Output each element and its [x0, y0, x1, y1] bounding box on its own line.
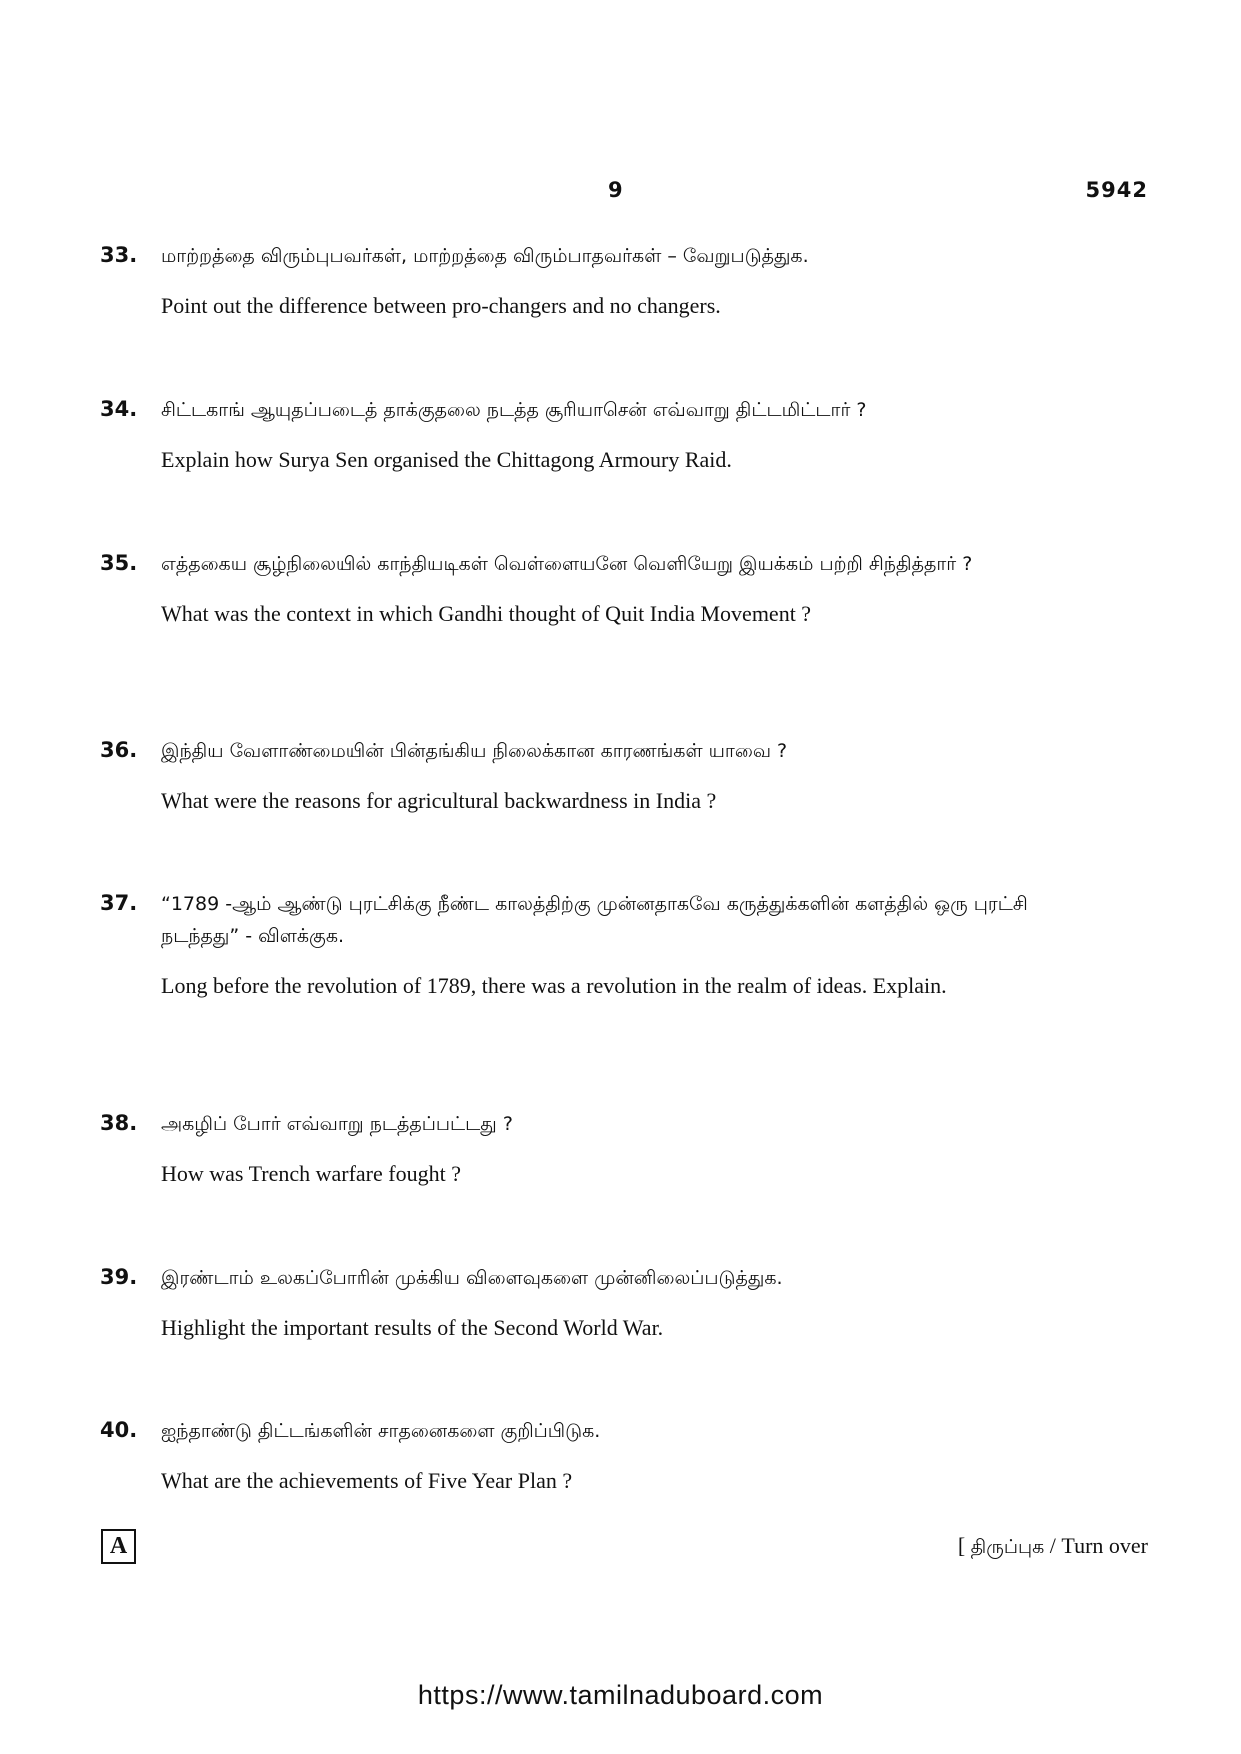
turn-over-tamil: திருப்புக: [970, 1536, 1045, 1558]
turn-over-separator: /: [1049, 1533, 1056, 1558]
question-english: How was Trench warfare fought ?: [161, 1161, 461, 1186]
question-english: What are the achievements of Five Year Plan ?: [161, 1468, 573, 1493]
question-english: What was the context in which Gandhi thought of Quit India Movement ?: [161, 601, 812, 626]
question-number: 33.: [100, 243, 138, 267]
turn-over-note: [958, 1533, 1148, 1561]
question-english: What were the reasons for agricultural backwardness in India ?: [161, 788, 717, 813]
question-tamil: மாற்றத்தை விரும்புபவர்கள், மாற்றத்தை விரும்பாதவர்கள் – வேறுபடுத்துக.: [161, 245, 809, 267]
question-40: [100, 1415, 1100, 1497]
question-english: Point out the difference between pro-changers and no changers.: [161, 293, 721, 318]
page-number: 9: [608, 178, 623, 202]
version-box: A: [101, 1529, 136, 1564]
question-tamil: இந்திய வேளாண்மையின் பின்தங்கிய நிலைக்கான காரணங்கள் யாவை ?: [161, 740, 788, 762]
question-number: 39.: [100, 1265, 138, 1289]
footer-url[interactable]: https://www.tamilnaduboard.com: [417, 1680, 824, 1710]
question-tamil: எத்தகைய சூழ்நிலையில் காந்தியடிகள் வெள்ளையனே வெளியேறு இயக்கம் பற்றி சிந்தித்தார் ?: [161, 553, 973, 575]
turn-over-english: Turn over: [1061, 1533, 1148, 1558]
question-33: [100, 240, 1100, 322]
question-english: Highlight the important results of the Second World War.: [161, 1315, 664, 1340]
question-english: Explain how Surya Sen organised the Chittagong Armoury Raid.: [161, 447, 732, 472]
question-38: [100, 1108, 1100, 1190]
question-tamil: “1789 -ஆம் ஆண்டு புரட்சிக்கு நீண்ட காலத்திற்கு முன்னதாகவே கருத்துக்களின் களத்தில் ஒரு புரட்சி நடந்தது” - விளக்குக.: [161, 893, 1028, 947]
question-number: 36.: [100, 738, 138, 762]
question-36: [100, 735, 1100, 817]
question-tamil: சிட்டகாங் ஆயுதப்படைத் தாக்குதலை நடத்த சூரியாசென் எவ்வாறு திட்டமிட்டார் ?: [161, 399, 867, 421]
question-number: 38.: [100, 1111, 138, 1135]
turn-over-bracket: [: [957, 1533, 966, 1558]
question-number: 37.: [100, 891, 138, 915]
question-35: [100, 548, 1100, 630]
question-37: [100, 888, 1100, 1002]
paper-code: 5942: [1085, 178, 1148, 202]
question-number: 35.: [100, 551, 138, 575]
question-number: 40.: [100, 1418, 138, 1442]
question-number: 34.: [100, 397, 138, 421]
question-34: [100, 394, 1100, 476]
question-tamil: அகழிப் போர் எவ்வாறு நடத்தப்பட்டது ?: [161, 1113, 513, 1135]
question-tamil: ஐந்தாண்டு திட்டங்களின் சாதனைகளை குறிப்பிடுக.: [161, 1420, 601, 1442]
question-english: Long before the revolution of 1789, there was a revolution in the realm of ideas. Explain.: [161, 973, 947, 998]
question-39: [100, 1262, 1100, 1344]
question-tamil: இரண்டாம் உலகப்போரின் முக்கிய விளைவுகளை முன்னிலைப்படுத்துக.: [161, 1267, 783, 1289]
